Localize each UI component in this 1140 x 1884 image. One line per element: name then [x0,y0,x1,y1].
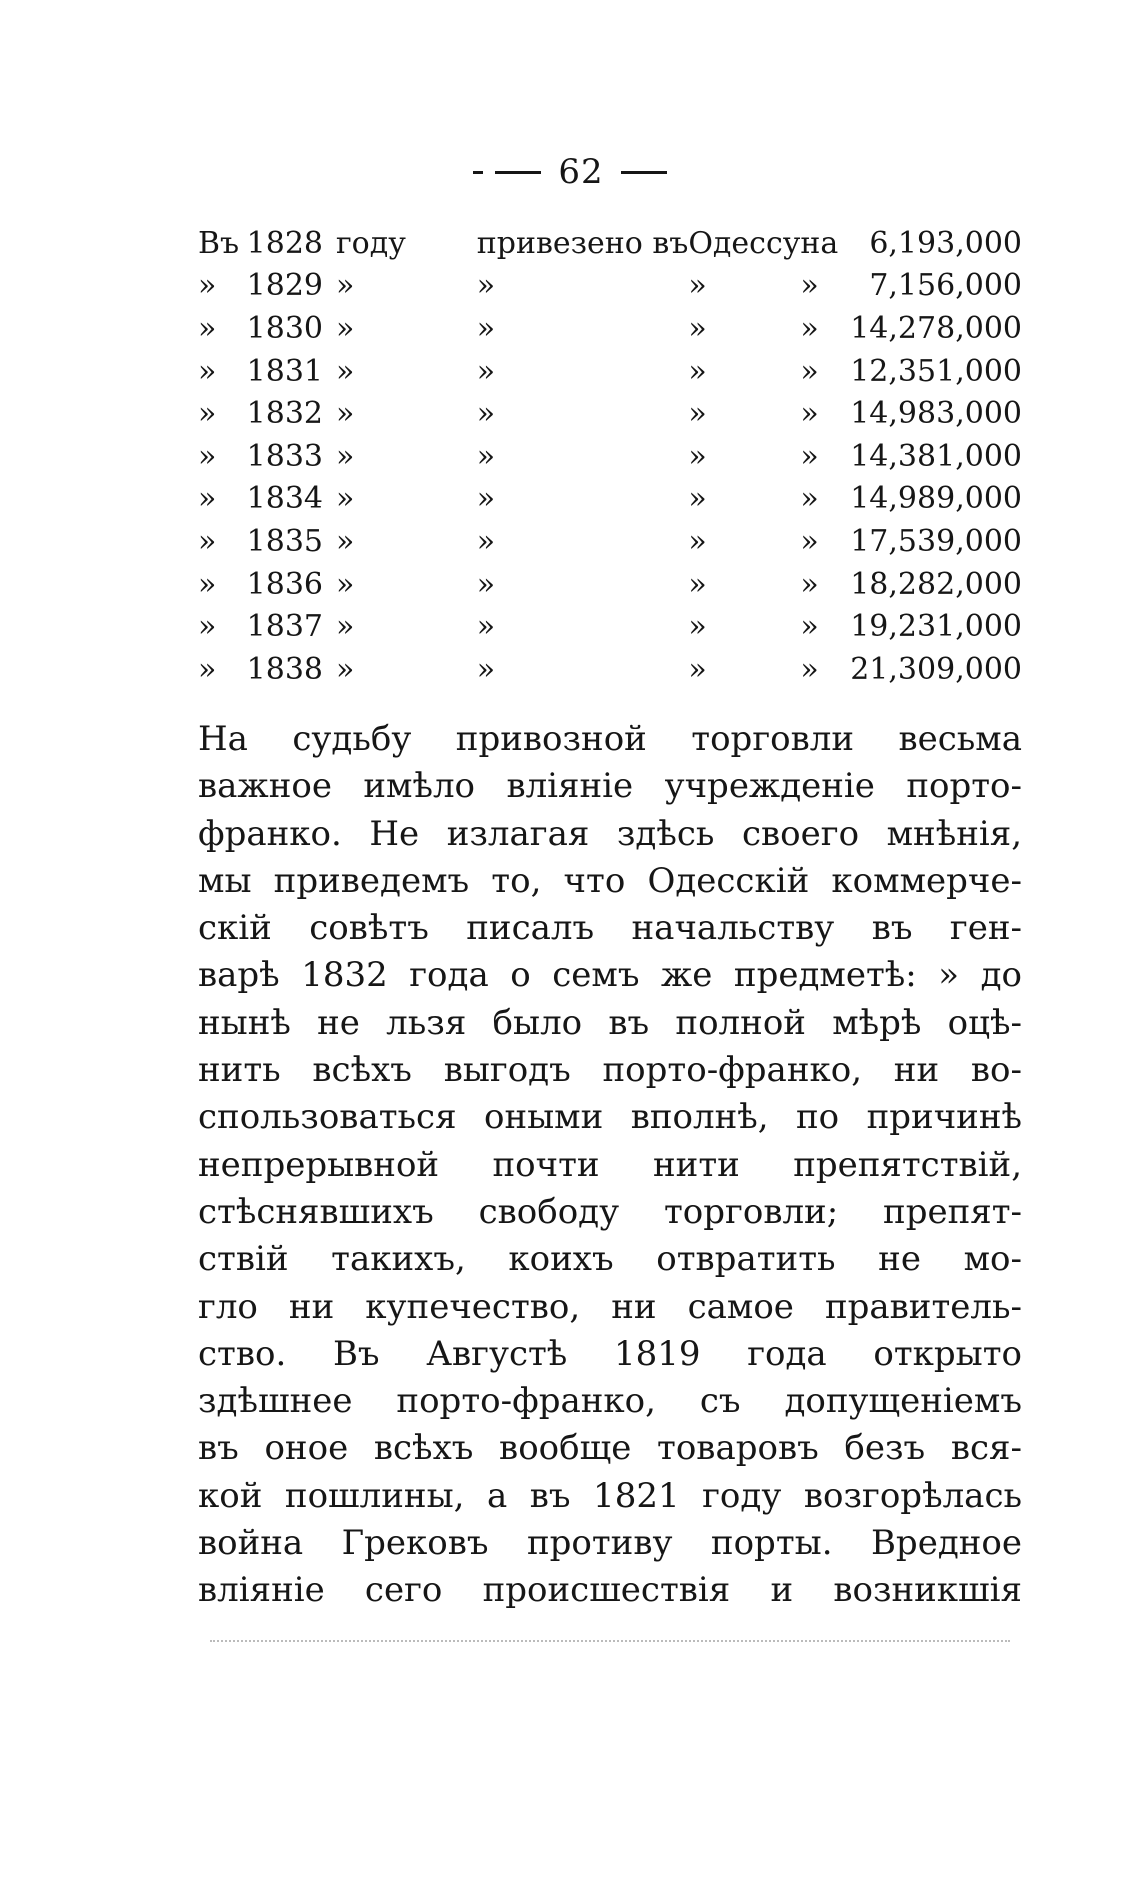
row-word-year: » [335,523,355,559]
row-word-on: » [800,523,819,559]
row-value: 14,381,000 [850,438,1022,474]
row-word-place: Одессу [688,225,801,261]
row-prefix: » [198,268,217,304]
row-word-imported: » [476,353,496,389]
page-number: 62 [558,152,604,192]
row-word-on: » [800,566,819,602]
row-value: 6,193,000 [869,225,1022,261]
row-word-place: » [688,523,707,559]
row-word-place: » [688,438,707,474]
row-prefix: » [198,523,217,559]
text-line: скій совѣтъ писалъ начальству въ ген- [198,908,1022,949]
row-word-on: » [800,353,819,389]
row-value: 14,983,000 [850,396,1022,432]
table-row [198,648,1022,691]
row-year: 1832 [246,396,324,432]
text-line: важное имѣло вліяніе учрежденіе порто- [198,766,1022,807]
text-line: непрерывной почти нити препятствій, [198,1144,1022,1185]
row-word-year: » [335,609,355,645]
text-line: спользоваться оными вполнѣ, по причинѣ [198,1097,1022,1138]
text-line: ство. Въ Августѣ 1819 года открыто [198,1333,1022,1374]
row-year: 1835 [246,523,324,559]
row-word-year: » [335,438,355,474]
row-year: 1828 [246,225,324,261]
row-word-imported: привезено въ [476,225,689,261]
text-line: нить всѣхъ выгодъ порто-франко, ни во- [198,1050,1022,1091]
row-word-on: » [800,268,819,304]
row-word-imported: » [476,523,496,559]
row-word-place: » [688,268,707,304]
table-row [198,350,1022,393]
row-word-year: » [335,396,355,432]
text-line: въ оное всѣхъ вообще товаровъ безъ вся- [198,1428,1022,1469]
row-word-imported: » [476,651,496,687]
text-line: ствій такихъ, коихъ отвратить не мо- [198,1239,1022,1280]
row-word-year: » [335,268,355,304]
text-line: франко. Не излагая здѣсь своего мнѣнія, [198,813,1022,854]
row-word-year: » [335,310,355,346]
imports-table-body [198,222,1022,691]
table-row [198,563,1022,606]
text-line: нынѣ не льзя было въ полной мѣрѣ оцѣ- [198,1002,1022,1043]
row-prefix: » [198,438,217,474]
row-word-place: » [688,651,707,687]
row-word-on: » [800,310,819,346]
text-line: гло ни купечество, ни самое правитель- [198,1286,1022,1327]
row-word-year: » [335,566,355,602]
row-year: 1831 [246,353,324,389]
table-row [198,307,1022,350]
row-word-imported: » [476,268,496,304]
dash-decoration [495,171,541,174]
text-line: война Грековъ противу порты. Вредное [198,1523,1022,1564]
row-word-on: » [800,396,819,432]
row-word-on: » [800,438,819,474]
table-row [198,392,1022,435]
row-year: 1830 [246,310,324,346]
row-value: 18,282,000 [850,566,1022,602]
dash-decoration [473,171,483,174]
row-word-imported: » [476,438,496,474]
table-row [198,478,1022,521]
text-line: здѣшнее порто-франко, съ допущеніемъ [198,1381,1022,1422]
row-word-imported: » [476,396,496,432]
row-word-place: » [688,353,707,389]
row-prefix: Въ [198,225,240,261]
row-prefix: » [198,481,217,517]
row-word-imported: » [476,310,496,346]
text-line: стѣснявшихъ свободу торговли; препят- [198,1191,1022,1232]
row-word-on: » [800,609,819,645]
row-word-place: » [688,310,707,346]
row-year: 1829 [246,268,324,304]
table-row [198,222,1022,265]
text-line: мы приведемъ то, что Одесскій коммерче- [198,860,1022,901]
table-row [198,435,1022,478]
row-year: 1836 [246,566,324,602]
row-value: 21,309,000 [850,651,1022,687]
dash-decoration [621,171,667,174]
row-year: 1838 [246,651,324,687]
table-row [198,265,1022,308]
row-value: 14,989,000 [850,481,1022,517]
row-word-year: » [335,651,355,687]
row-value: 14,278,000 [850,310,1022,346]
row-word-imported: » [476,481,496,517]
row-word-year: году [335,225,406,261]
row-word-year: » [335,353,355,389]
row-prefix: » [198,353,217,389]
row-word-year: » [335,481,355,517]
row-word-place: » [688,609,707,645]
row-prefix: » [198,651,217,687]
row-value: 12,351,000 [850,353,1022,389]
row-year: 1833 [246,438,324,474]
row-value: 17,539,000 [850,523,1022,559]
row-word-on: » [800,651,819,687]
row-word-on: » [800,481,819,517]
print-smudge-decoration [210,1640,1010,1644]
row-word-place: » [688,566,707,602]
row-prefix: » [198,310,217,346]
row-word-imported: » [476,609,496,645]
row-prefix: » [198,396,217,432]
row-word-imported: » [476,566,496,602]
table-row [198,605,1022,648]
imports-table [198,222,1022,691]
row-prefix: » [198,566,217,602]
text-line: На судьбу привозной торговли весьма [198,719,1022,759]
row-word-place: » [688,481,707,517]
page-header [0,150,1140,192]
row-word-place: » [688,396,707,432]
row-word-on: на [800,225,839,261]
row-prefix: » [198,609,217,645]
text-line: варѣ 1832 года о семъ же предметѣ: » до [198,955,1022,996]
table-row [198,520,1022,563]
row-year: 1837 [246,609,324,645]
text-line: вліяніе сего происшествія и возникшія [198,1570,1022,1611]
row-year: 1834 [246,481,324,517]
text-line: кой пошлины, а въ 1821 году возгорѣлась [198,1475,1022,1516]
row-value: 19,231,000 [850,609,1022,645]
body-paragraph [198,716,1022,1615]
row-value: 7,156,000 [869,268,1022,304]
